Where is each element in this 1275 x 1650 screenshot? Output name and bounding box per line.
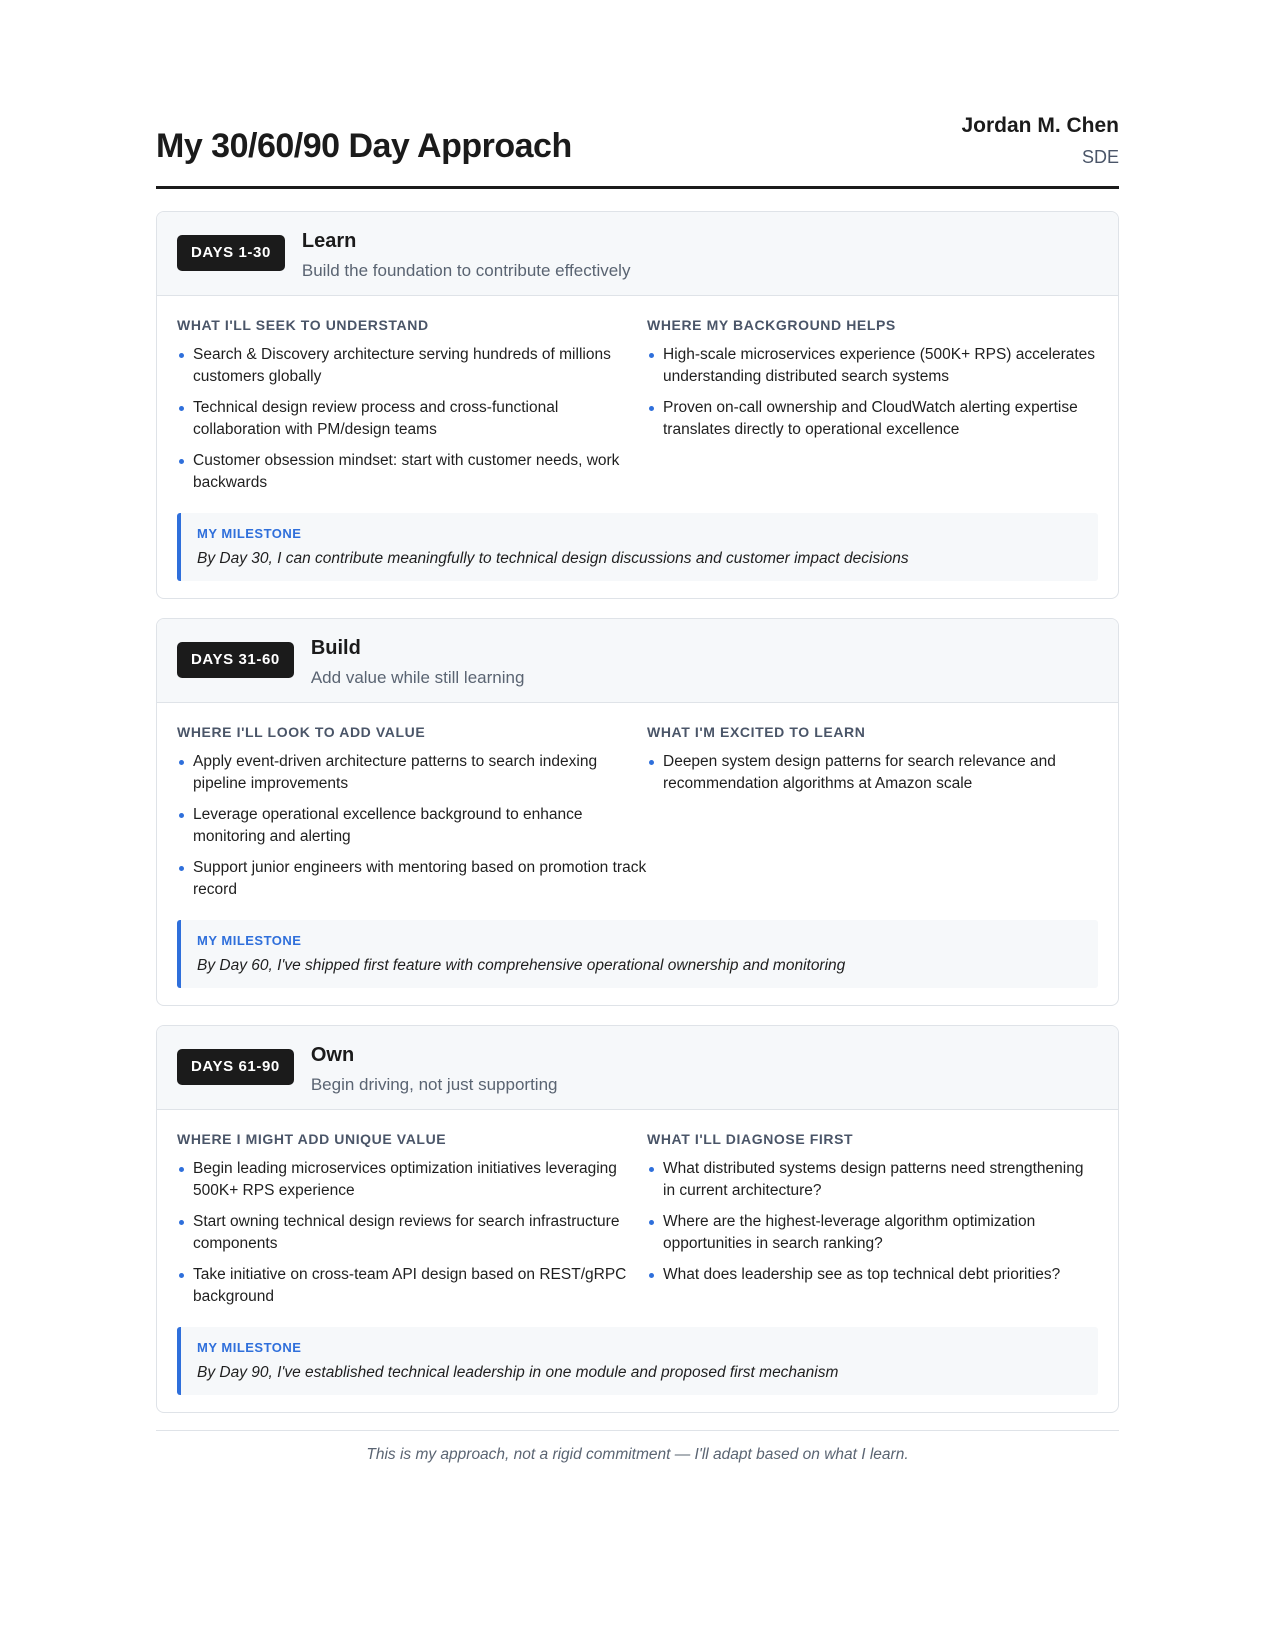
list-item: Technical design review process and cross-functional collaboration with PM/design teams (177, 397, 647, 441)
left-column (177, 316, 647, 503)
phase-body (157, 1110, 1118, 1412)
milestone-text: By Day 30, I can contribute meaningfully to technical design discussions and customer impact decisions (197, 550, 909, 567)
bullet-list (647, 344, 1098, 441)
phase-body (157, 703, 1118, 1005)
document-header (156, 110, 1119, 189)
author-name: Jordan M. Chen (961, 114, 1119, 137)
column-title: WHERE I MIGHT ADD UNIQUE VALUE (177, 1131, 447, 1147)
list-item: What does leadership see as top technical debt priorities? (647, 1264, 1098, 1286)
bullet-list (177, 1158, 647, 1308)
phase-body (157, 296, 1118, 598)
list-item: Search & Discovery architecture serving hundreds of millions customers globally (177, 344, 647, 388)
milestone-label: MY MILESTONE (197, 1340, 302, 1355)
right-column (647, 316, 1098, 503)
list-item: Apply event-driven architecture patterns to search indexing pipeline improvements (177, 751, 647, 795)
author-role: SDE (1081, 147, 1119, 167)
list-item: Where are the highest-leverage algorithm optimization opportunities in search ranking? (647, 1211, 1098, 1255)
milestone-text: By Day 90, I've established technical leadership in one module and proposed first mechanism (197, 1364, 839, 1381)
phase-heading (311, 636, 525, 689)
bullet-list (647, 1158, 1098, 1286)
phase-heading (302, 229, 631, 282)
phase-badge: DAYS 61-90 (177, 1049, 294, 1085)
phase-card-own (156, 1025, 1119, 1413)
milestone-callout (177, 1327, 1098, 1395)
milestone-callout (177, 920, 1098, 988)
left-column (177, 723, 647, 910)
footer-note: This is my approach, not a rigid commitment — I'll adapt based on what I learn. (156, 1430, 1119, 1464)
phase-header (157, 212, 1118, 296)
phase-subtitle: Build the foundation to contribute effectively (301, 261, 631, 280)
phase-card-learn (156, 211, 1119, 599)
document-content (156, 110, 1119, 1464)
phase-columns (177, 723, 1098, 910)
phase-columns (177, 316, 1098, 503)
column-title: WHAT I'LL DIAGNOSE FIRST (647, 1131, 854, 1147)
right-column (647, 723, 1098, 910)
column-title: WHERE I'LL LOOK TO ADD VALUE (177, 724, 426, 740)
phase-card-build (156, 618, 1119, 1006)
list-item: Begin leading microservices optimization initiatives leveraging 500K+ RPS experience (177, 1158, 647, 1202)
list-item: Start owning technical design reviews for search infrastructure components (177, 1211, 647, 1255)
list-item: Deepen system design patterns for search relevance and recommendation algorithms at Amazon scale (647, 751, 1098, 795)
bullet-list (647, 751, 1098, 795)
phase-subtitle: Add value while still learning (310, 668, 525, 687)
list-item: What distributed systems design patterns need strengthening in current architecture? (647, 1158, 1098, 1202)
phase-header (157, 619, 1118, 703)
list-item: Leverage operational excellence background to enhance monitoring and alerting (177, 804, 647, 848)
column-title: WHERE MY BACKGROUND HELPS (647, 317, 896, 333)
list-item: Take initiative on cross-team API design based on REST/gRPC background (177, 1264, 647, 1308)
milestone-label: MY MILESTONE (197, 526, 302, 541)
author-block (961, 114, 1119, 168)
milestone-callout (177, 513, 1098, 581)
list-item: Proven on-call ownership and CloudWatch alerting expertise translates directly to operational excellence (647, 397, 1098, 441)
phase-columns (177, 1130, 1098, 1317)
phase-badge: DAYS 31-60 (177, 642, 294, 678)
list-item: Customer obsession mindset: start with customer needs, work backwards (177, 450, 647, 494)
left-column (177, 1130, 647, 1317)
phase-badge: DAYS 1-30 (177, 235, 285, 271)
milestone-label: MY MILESTONE (197, 933, 302, 948)
bullet-list (177, 344, 647, 494)
column-title: WHAT I'M EXCITED TO LEARN (647, 724, 866, 740)
phase-name: Own (310, 1044, 355, 1066)
list-item: High-scale microservices experience (500K+ RPS) accelerates understanding distributed search systems (647, 344, 1098, 388)
phase-header (157, 1026, 1118, 1110)
right-column (647, 1130, 1098, 1317)
phase-subtitle: Begin driving, not just supporting (310, 1075, 558, 1094)
column-title: WHAT I'LL SEEK TO UNDERSTAND (177, 317, 429, 333)
phase-heading (311, 1043, 558, 1096)
milestone-text: By Day 60, I've shipped first feature with comprehensive operational ownership and monitoring (197, 957, 846, 974)
page-title: My 30/60/90 Day Approach (156, 127, 572, 165)
bullet-list (177, 751, 647, 901)
list-item: Support junior engineers with mentoring based on promotion track record (177, 857, 647, 901)
phase-name: Build (310, 637, 361, 659)
phase-name: Learn (301, 230, 357, 252)
